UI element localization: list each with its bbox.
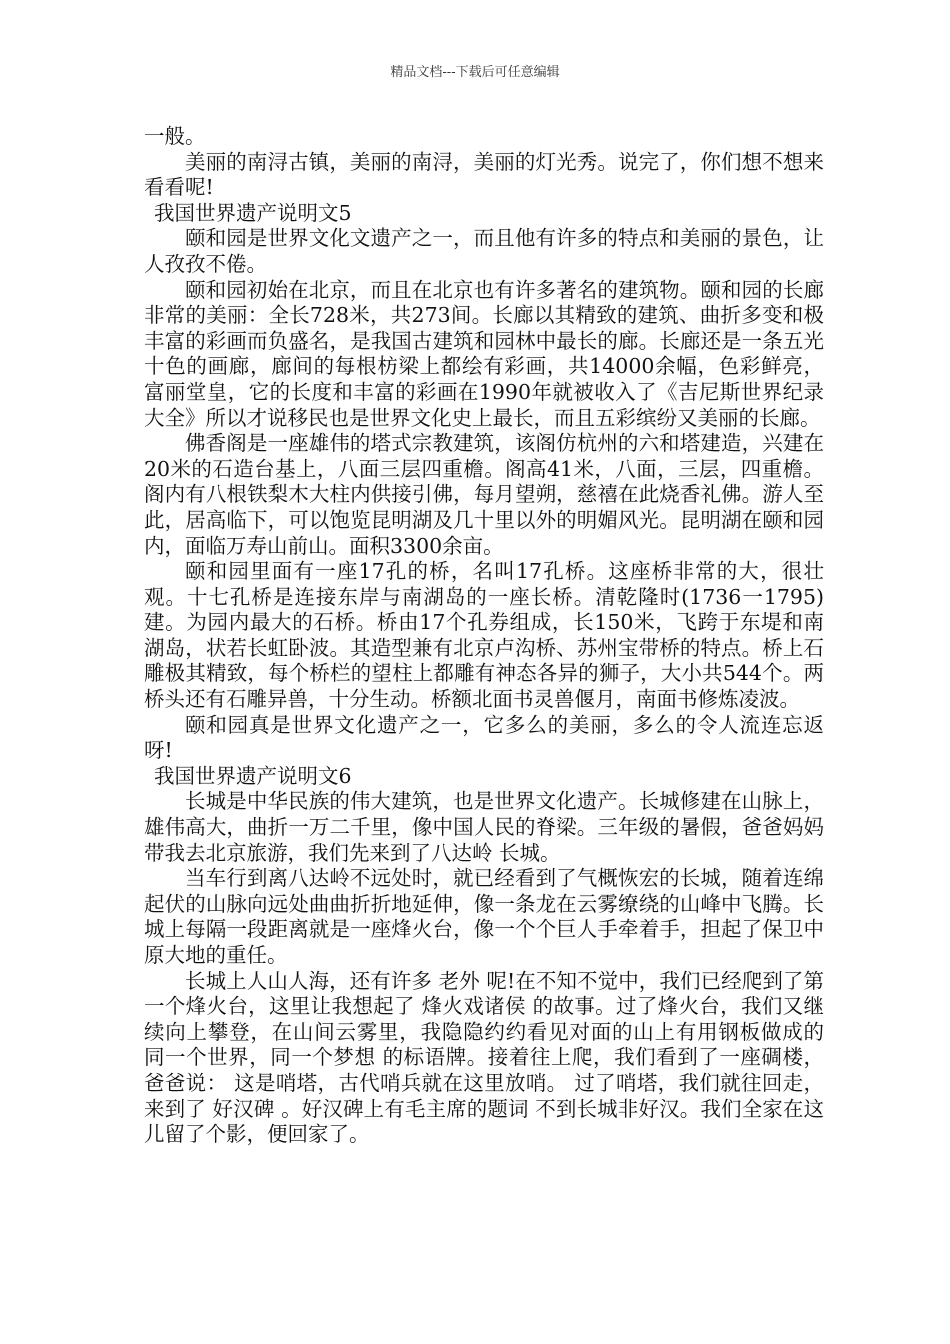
paragraph: 佛香阁是一座雄伟的塔式宗教建筑，该阁仿杭州的六和塔建造，兴建在20米的石造台基上，八面三层四重檐。阁高41米，八面，三层，四重檐。阁内有八根铁梨木大柱内供接引佛，每月望朔，慈禧在此烧香礼佛。游人至此，居高临下，可以饱览昆明湖及几十里以外的明媚风光。昆明湖在颐和园内，面临万寿山前山。面积3300余亩。 (144, 431, 824, 558)
page-header: 精品文档---下载后可任意编辑 (390, 65, 560, 80)
paragraph: 颐和园初始在北京，而且在北京也有许多著名的建筑物。颐和园的长廊非常的美丽：全长728米，共273间。长廊以其精致的建筑、曲折多变和极丰富的彩画而负盛名，是我国古建筑和园林中最长的廊。长廊还是一条五光十色的画廊，廊间的每根枋梁上都绘有彩画，共14000余幅，色彩鲜亮，富丽堂皇，它的长度和丰富的彩画在1990年就被收入了《吉尼斯世界纪录大全》所以才说移民也是世界文化史上最长，而且五彩缤纷又美丽的长廊。 (144, 277, 824, 430)
section-heading-5: 我国世界遗产说明文5 (154, 200, 352, 225)
document-body (144, 124, 824, 1148)
paragraph: 颐和园是世界文化文遗产之一，而且他有许多的特点和美丽的景色，让人孜孜不倦。 (144, 226, 824, 276)
paragraph: 颐和园里面有一座17孔的桥，名叫17孔桥。这座桥非常的大，很壮观。十七孔桥是连接东岸与南湖岛的一座长桥。清乾隆时(1736一1795)建。为园内最大的石桥。桥由17个孔券组成，长150米，飞跨于东堤和南湖岛，状若长虹卧波。其造型兼有北京卢沟桥、苏州宝带桥的特点。桥上石雕极其精致，每个桥栏的望柱上都雕有神态各异的狮子，大小共544个。两桥头还有石雕异兽，十分生动。桥额北面书灵兽偃月，南面书修炼凌波。 (144, 559, 824, 712)
paragraph: 当车行到离八达岭不远处时，就已经看到了气概恢宏的长城，随着连绵起伏的山脉向远处曲曲折折地延伸，像一条龙在云雾缭绕的山峰中飞腾。长城上每隔一段距离就是一座烽火台，像一个个巨人手牵着手，担起了保卫中原大地的重任。 (144, 866, 824, 967)
section-heading-6: 我国世界遗产说明文6 (154, 763, 352, 788)
paragraph: 长城是中华民族的伟大建筑，也是世界文化遗产。长城修建在山脉上，雄伟高大，曲折一万二千里，像中国人民的脊梁。三年级的暑假，爸爸妈妈带我去北京旅游，我们先来到了八达岭 长城。 (144, 789, 824, 865)
paragraph-continuation: 一般。 (144, 124, 206, 148)
paragraph: 颐和园真是世界文化遗产之一，它多么的美丽，多么的令人流连忘返呀! (144, 712, 824, 763)
paragraph: 美丽的南浔古镇，美丽的南浔，美丽的灯光秀。说完了，你们想不想来看看呢! (144, 149, 824, 200)
paragraph: 长城上人山人海，还有许多 老外 呢!在不知不觉中，我们已经爬到了第一个烽火台，这里让我想起了 烽火戏诸侯 的故事。过了烽火台，我们又继续向上攀登，在山间云雾里，我隐隐约约看见对面的山上有用钢板做成的 同一个世界，同一个梦想 的标语牌。接着往上爬，我们看到了一座碉楼，爸爸说： 这是哨塔，古代哨兵就在这里放哨。 过了哨塔，我们就往回走，来到了 好汉碑 。好汉碑上有毛主席的题词 不到长城非好汉。我们全家在这儿留了个影，便回家了。 (144, 968, 824, 1147)
